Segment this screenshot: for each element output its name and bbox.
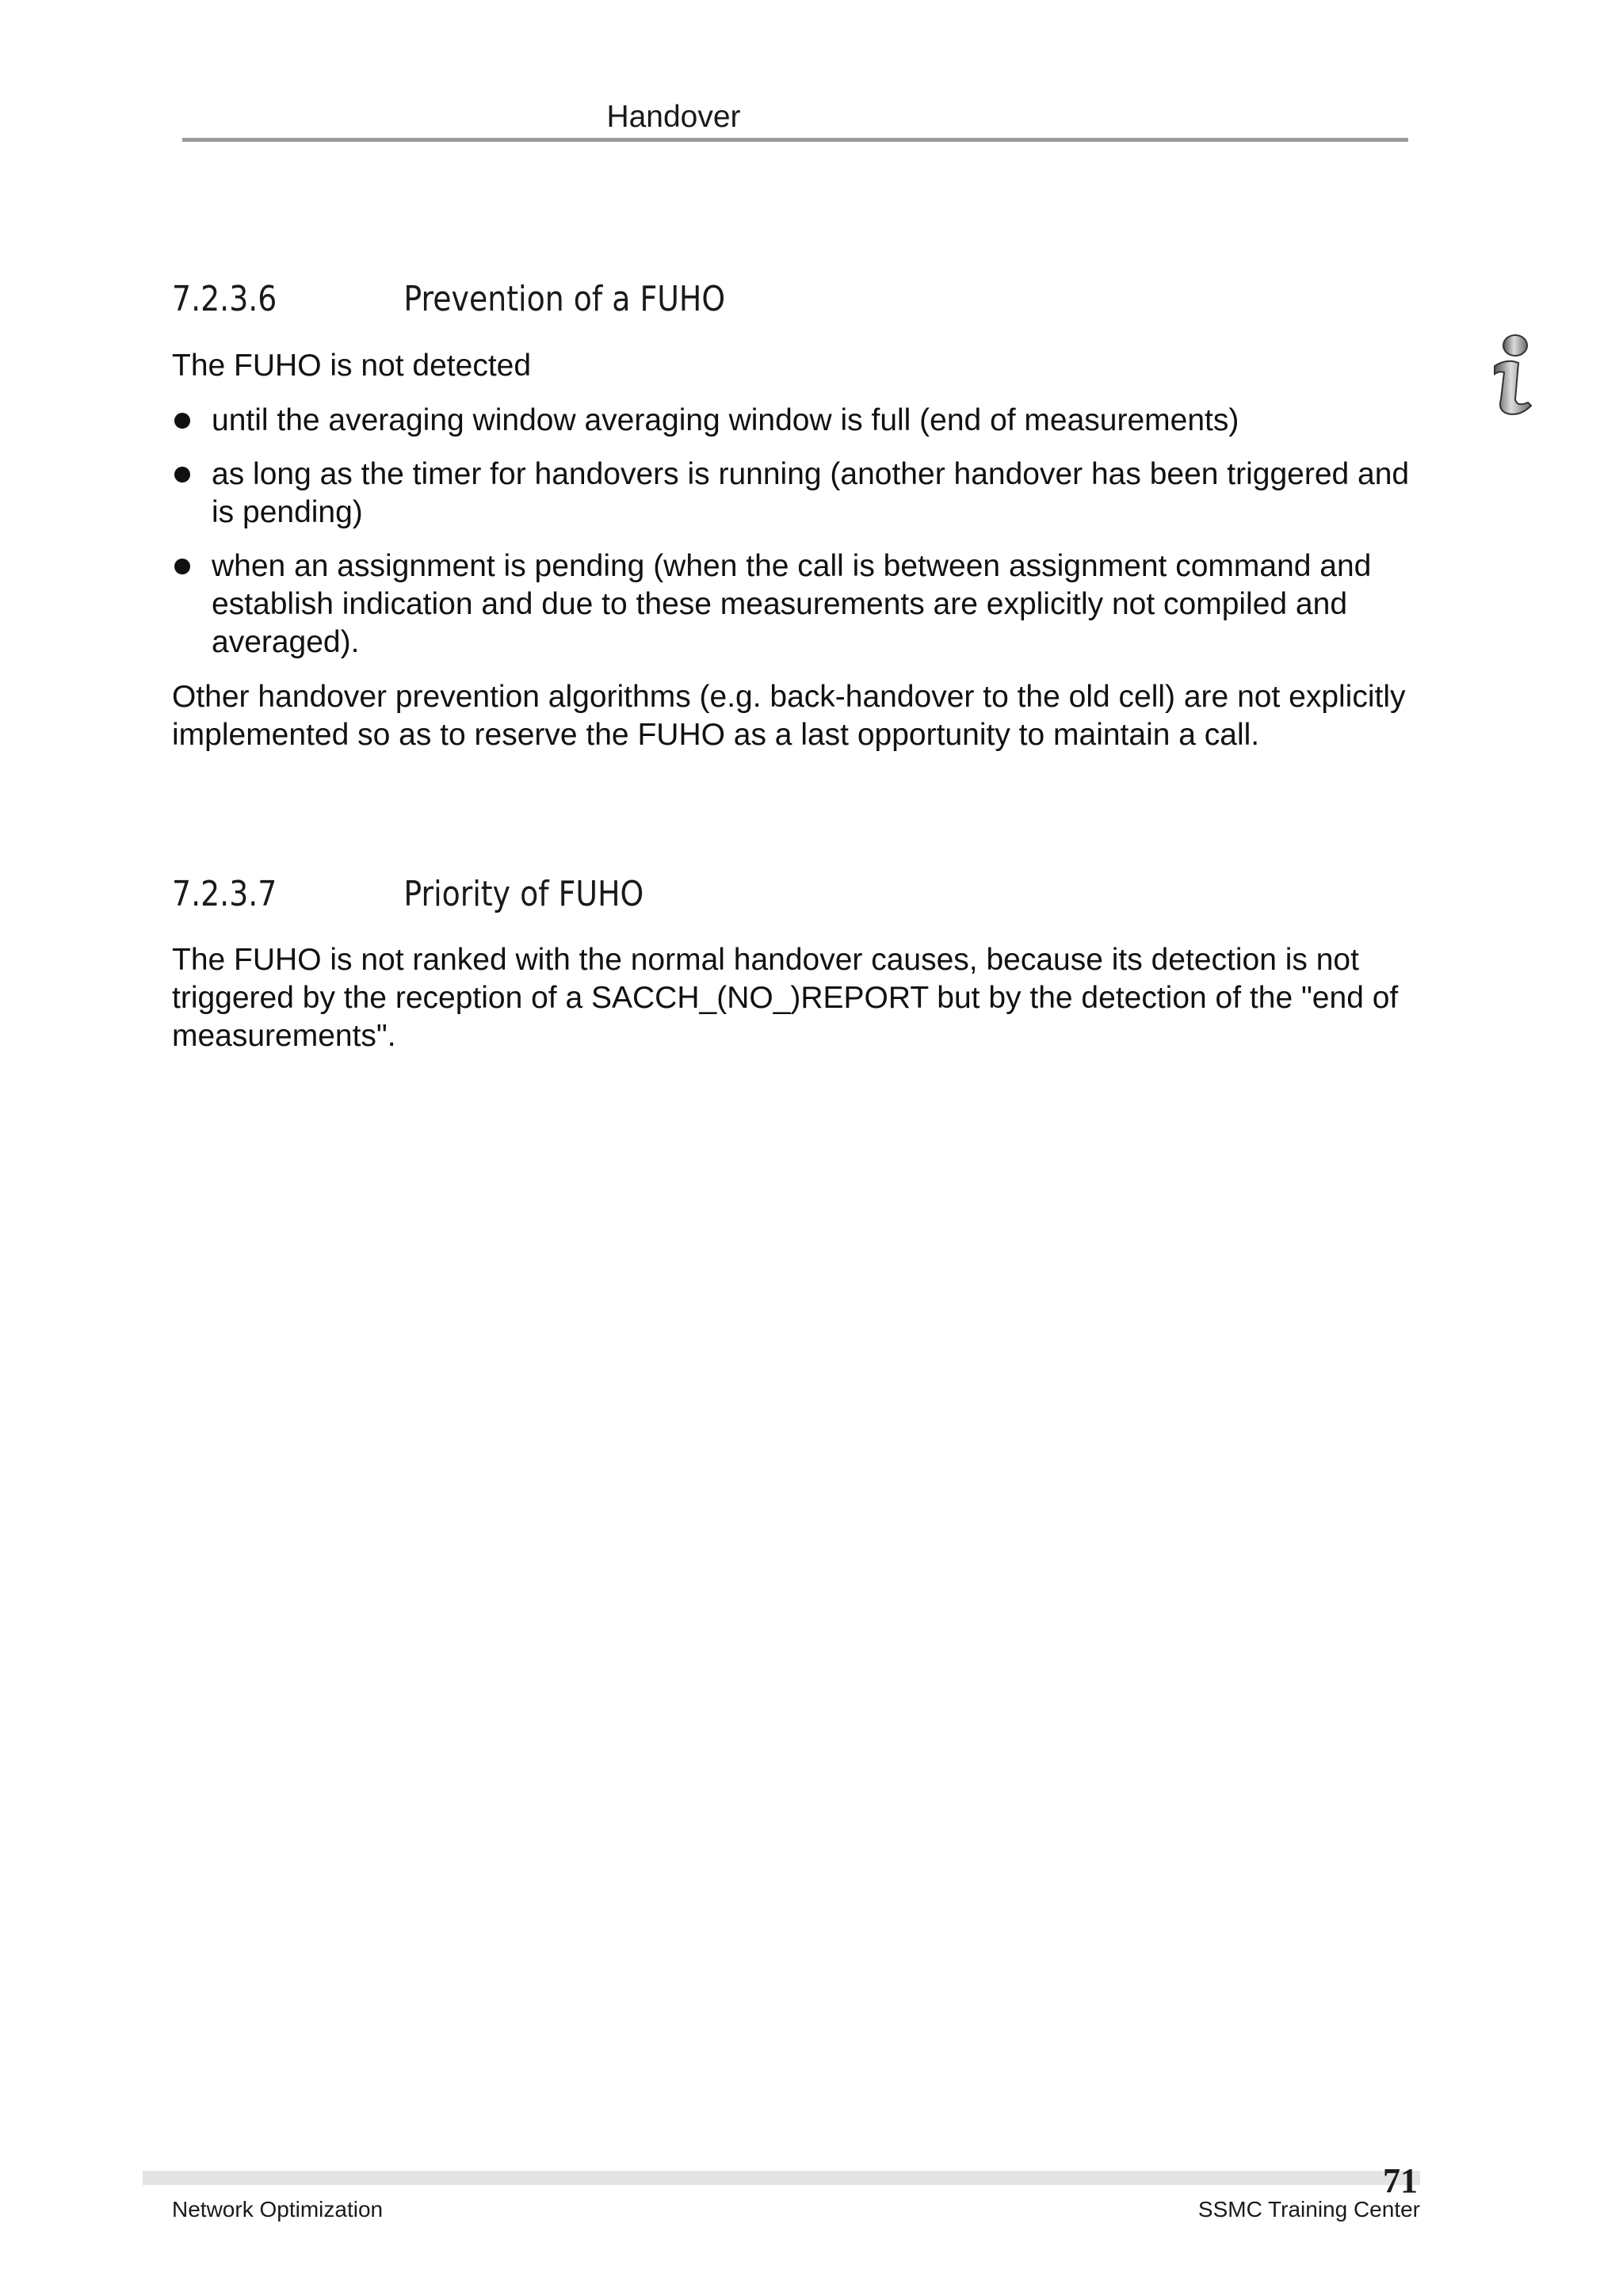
header-divider	[182, 138, 1408, 142]
footer-document-title: Network Optimization	[172, 2197, 384, 2222]
list-item	[172, 402, 1424, 440]
bullet-icon	[174, 413, 190, 429]
page-number: 71	[1383, 2161, 1418, 2200]
section-number: 7.2.3.7	[172, 874, 277, 914]
section-heading-prevention	[172, 277, 725, 322]
bullet-icon	[174, 467, 190, 482]
list-item-text: as long as the timer for handovers is running (another handover has been triggered and is pending)	[212, 457, 1410, 529]
list-item	[172, 547, 1424, 662]
footer-divider	[143, 2171, 1420, 2185]
section-heading-priority	[172, 872, 643, 917]
list-item-text: until the averaging window averaging window is full (end of measurements)	[212, 403, 1239, 437]
section-title: Prevention of a FUHO	[403, 279, 726, 319]
section-intro: The FUHO is not detected	[172, 349, 532, 383]
page-header-title: Handover	[606, 100, 741, 134]
section-closing-paragraph: Other handover prevention algorithms (e.g. back-handover to the old cell) are not explicitly implemented so as to reserve the FUHO as a last opportunity to maintain a call.	[172, 680, 1406, 752]
section-title: Priority of FUHO	[403, 874, 644, 914]
section-body-paragraph: The FUHO is not ranked with the normal handover causes, because its detection is not triggered by the reception of a SACCH_(NO_)REPORT but by the detection of the "end of measurements".	[172, 943, 1399, 1053]
list-item	[172, 456, 1424, 532]
list-item-text: when an assignment is pending (when the call is between assignment command and establish indication and due to these measurements are explicitly not compiled and averaged).	[212, 549, 1372, 659]
section-number: 7.2.3.6	[172, 279, 277, 319]
info-icon	[1484, 333, 1539, 420]
bullet-icon	[174, 559, 190, 574]
footer-organization: SSMC Training Center	[1197, 2197, 1420, 2222]
bullet-list	[172, 402, 1424, 677]
